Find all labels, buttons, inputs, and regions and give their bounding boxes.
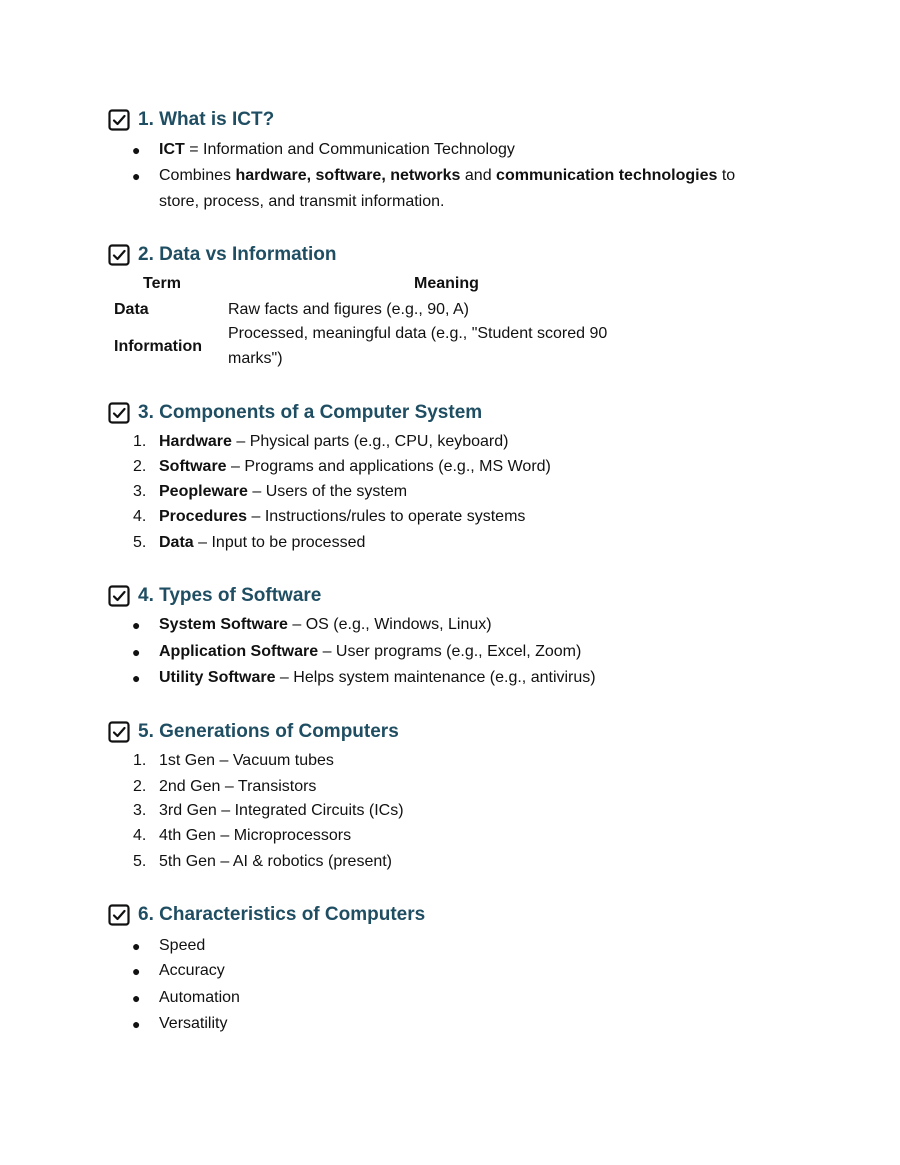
table-cell-term: Data xyxy=(114,301,149,318)
section-title-text: 4. Types of Software xyxy=(138,585,322,606)
table-cell-term: Information xyxy=(114,338,202,355)
list-item: Accuracy xyxy=(159,962,225,979)
table-cell-meaning: Processed, meaningful data (e.g., "Student scored 90 xyxy=(228,325,608,342)
list-item: Data – Input to be processed xyxy=(159,534,366,551)
section-title-characteristics xyxy=(108,904,425,926)
section-title-generations xyxy=(108,721,399,743)
bullet-icon: ● xyxy=(132,617,141,633)
list-number: 4. xyxy=(133,508,147,525)
list-item: 1st Gen – Vacuum tubes xyxy=(159,752,334,769)
list-item: Versatility xyxy=(159,1015,228,1032)
section-title-data-vs-information xyxy=(108,244,337,266)
section-title-text: 1. What is ICT? xyxy=(138,109,275,130)
list-item: Hardware – Physical parts (e.g., CPU, keyboard) xyxy=(159,433,509,450)
section-title-text: 2. Data vs Information xyxy=(138,244,337,265)
list-number: 3. xyxy=(133,483,147,500)
bullet-icon: ● xyxy=(132,990,141,1006)
checkbox-checked-icon xyxy=(108,109,130,131)
list-item: 5th Gen – AI & robotics (present) xyxy=(159,853,393,870)
list-item: Application Software – User programs (e.g., Excel, Zoom) xyxy=(159,643,582,660)
list-item: System Software – OS (e.g., Windows, Linux) xyxy=(159,616,492,633)
checkbox-checked-icon xyxy=(108,244,130,266)
list-number: 1. xyxy=(133,433,147,450)
list-item: 2nd Gen – Transistors xyxy=(159,778,317,795)
list-item: Combines hardware, software, networks and communication technologies to xyxy=(159,167,736,184)
list-item: Software – Programs and applications (e.g., MS Word) xyxy=(159,458,551,475)
list-number: 2. xyxy=(133,778,147,795)
bullet-icon: ● xyxy=(132,670,141,686)
checkbox-checked-icon xyxy=(108,721,130,743)
list-number: 4. xyxy=(133,827,147,844)
list-number: 5. xyxy=(133,853,147,870)
list-item: 4th Gen – Microprocessors xyxy=(159,827,352,844)
section-title-types-of-software xyxy=(108,585,321,607)
section-title-text: 5. Generations of Computers xyxy=(138,721,399,742)
list-number: 5. xyxy=(133,534,147,551)
list-number: 1. xyxy=(133,752,147,769)
list-item: Utility Software – Helps system maintenance (e.g., antivirus) xyxy=(159,669,596,686)
list-item: Procedures – Instructions/rules to operate systems xyxy=(159,508,526,525)
list-item: ICT = Information and Communication Technology xyxy=(159,141,515,158)
list-item: Speed xyxy=(159,937,206,954)
table-header-term: Term xyxy=(143,275,181,292)
checkbox-checked-icon xyxy=(108,402,130,424)
checkbox-checked-icon xyxy=(108,585,130,607)
list-item: 3rd Gen – Integrated Circuits (ICs) xyxy=(159,802,404,819)
checkbox-checked-icon xyxy=(108,904,130,926)
list-number: 3. xyxy=(133,802,147,819)
list-number: 2. xyxy=(133,458,147,475)
table-header-meaning: Meaning xyxy=(414,275,479,292)
table-cell-meaning: Raw facts and figures (e.g., 90, A) xyxy=(228,301,470,318)
bullet-icon: ● xyxy=(132,644,141,660)
bullet-icon: ● xyxy=(132,963,141,979)
list-item: Automation xyxy=(159,989,240,1006)
list-item-continuation: store, process, and transmit information. xyxy=(159,193,445,210)
bullet-icon: ● xyxy=(132,938,141,954)
section-title-text: 6. Characteristics of Computers xyxy=(138,904,426,925)
table-cell-meaning: marks") xyxy=(228,350,283,367)
section-title-components xyxy=(108,402,482,424)
bullet-icon: ● xyxy=(132,1016,141,1032)
list-item: Peopleware – Users of the system xyxy=(159,483,408,500)
section-title-text: 3. Components of a Computer System xyxy=(138,402,483,423)
bullet-icon: ● xyxy=(132,168,141,184)
section-title-what-is-ict xyxy=(108,109,274,131)
bullet-icon: ● xyxy=(132,142,141,158)
